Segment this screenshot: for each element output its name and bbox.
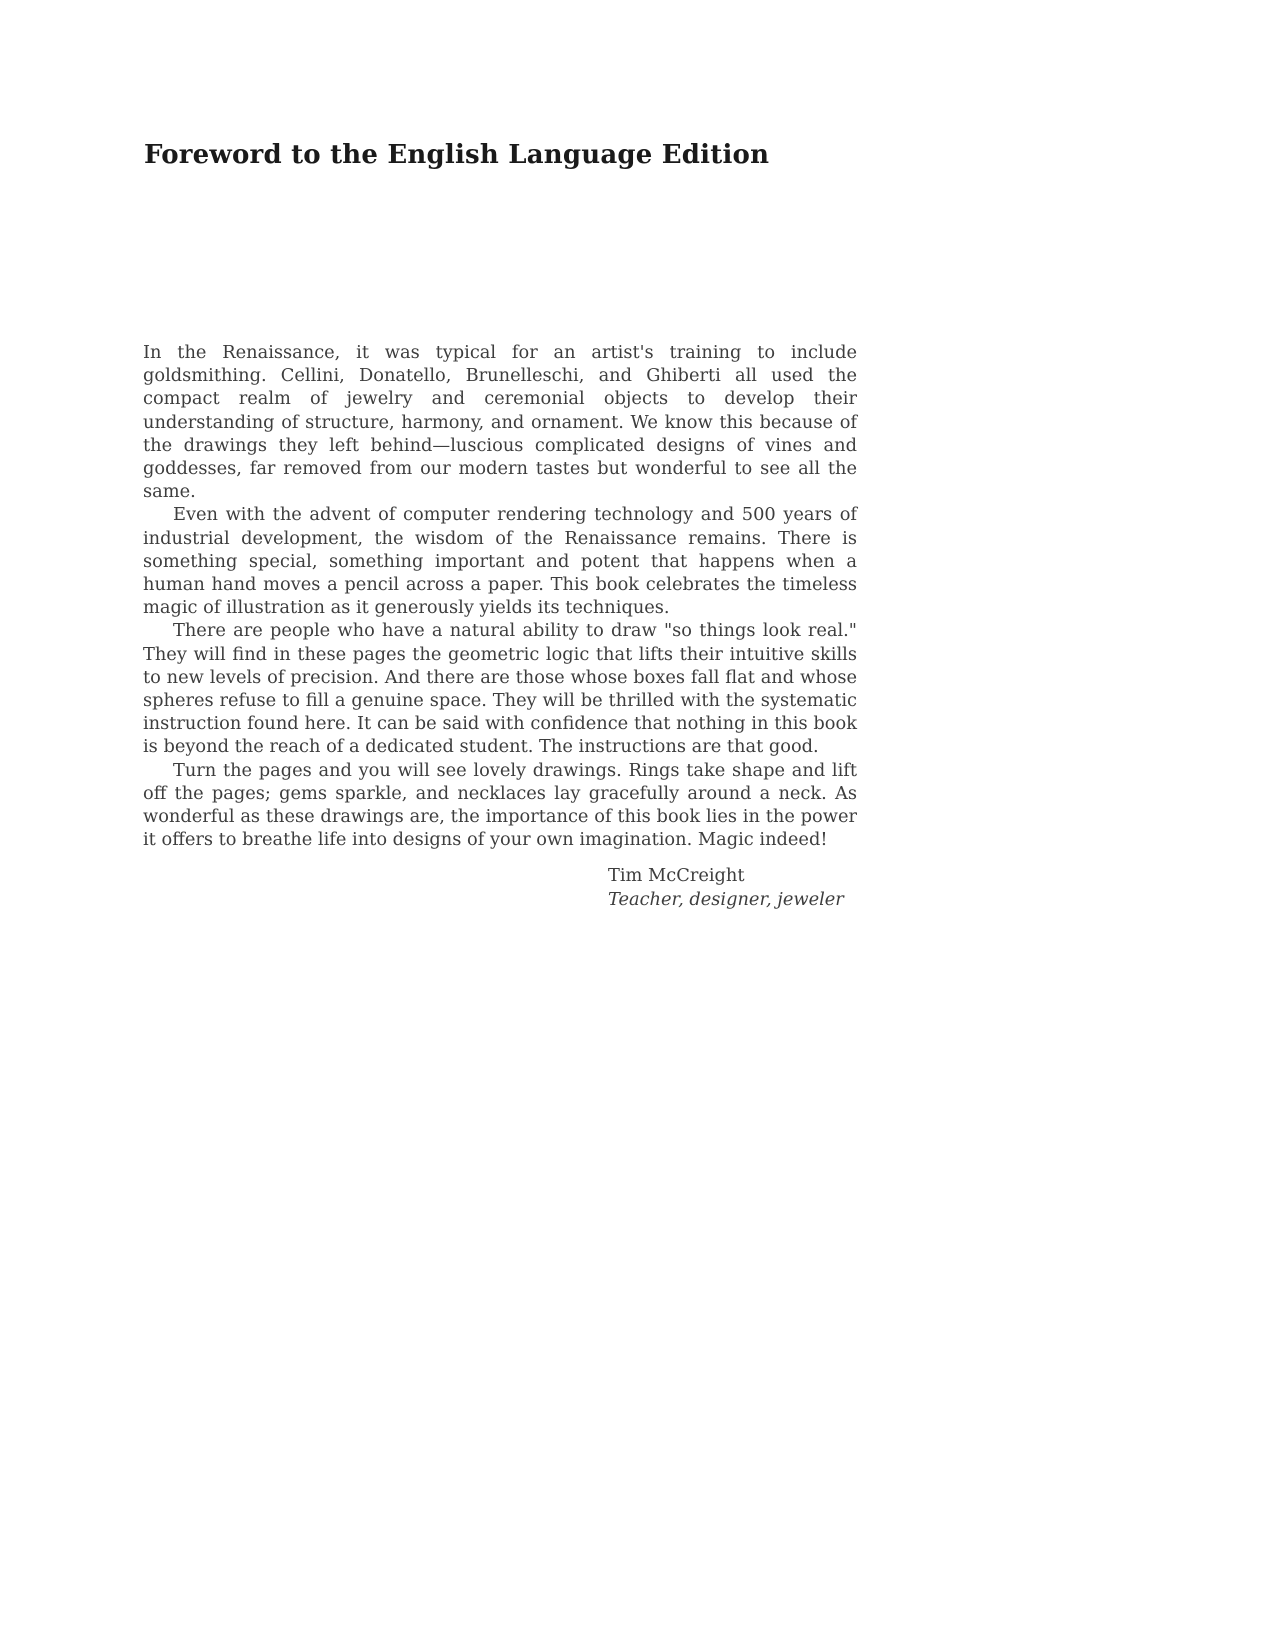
signature-role: Teacher, designer, jeweler — [608, 888, 844, 910]
paragraph-3: There are people who have a natural ability to draw "so things look real." They will find in these pages the geometric logic that lifts their intuitive skills to new levels of precision. And there are those whose boxes fall flat and whose spheres refuse to fill a genuine space. They will be thrilled with the systematic instruction found here. It can be said with confidence that nothing in this book is beyond the reach of a dedicated student. The instructions are that good. — [143, 620, 857, 758]
paragraph-4: Turn the pages and you will see lovely drawings. Rings take shape and lift off the pages; gems sparkle, and necklaces lay gracefully around a neck. As wonderful as these drawings are, the importance of this book lies in the power it offers to breathe life into designs of your own imagination. Magic indeed! — [143, 759, 857, 851]
paragraph-2: Even with the advent of computer rendering technology and 500 years of industrial development, the wisdom of the Renaissance remains. There is something special, something important and potent that happens when a human hand moves a pencil across a paper. This book celebrates the timeless magic of illustration as it generously yields its techniques. — [143, 504, 857, 619]
page-title: Foreword to the English Language Edition — [144, 140, 770, 170]
foreword-body — [143, 341, 857, 911]
paragraph-1: In the Renaissance, it was typical for an artist's training to include goldsmithing. Cellini, Donatello, Brunelleschi, and Ghiberti all used the compact realm of jewelry and ceremonial objects to develop their understanding of structure, harmony, and ornament. We know this because of the drawings they left behind—luscious complicated designs of vines and goddesses, far removed from our modern tastes but wonderful to see all the same. — [143, 342, 857, 503]
signature-block — [608, 864, 857, 910]
signature-name: Tim McCreight — [608, 865, 745, 887]
